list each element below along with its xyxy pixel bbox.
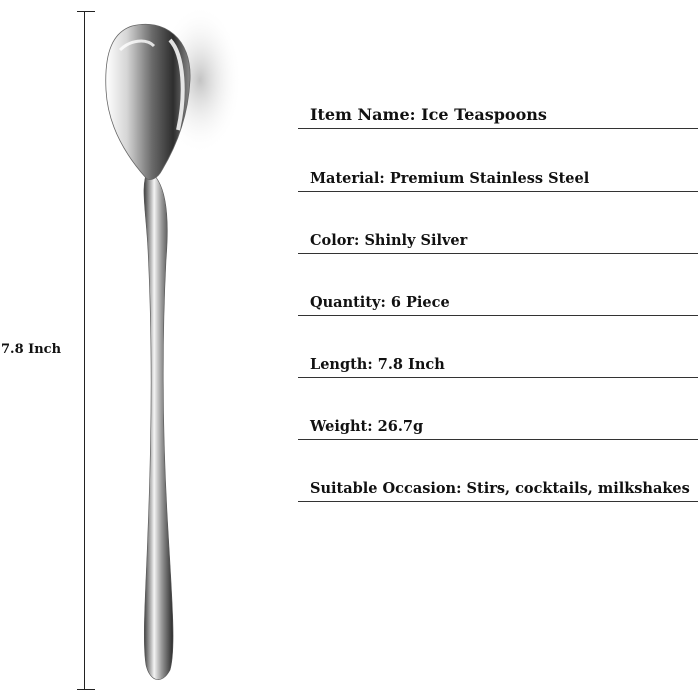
length-dimension-line	[84, 11, 85, 689]
spec-item-name	[298, 98, 698, 129]
spec-value: 26.7g	[377, 418, 424, 435]
spec-weight	[298, 409, 698, 440]
spec-label: Suitable Occasion:	[310, 480, 462, 497]
spec-quantity	[298, 285, 698, 316]
spec-label: Length:	[310, 356, 373, 373]
spec-value: Ice Teaspoons	[421, 105, 547, 124]
spec-value: 6 Piece	[390, 294, 450, 311]
spec-suitable-occasion	[298, 471, 698, 502]
spec-label: Weight:	[310, 418, 373, 435]
spoon-image	[90, 10, 240, 690]
spec-value: Shinly Silver	[364, 232, 468, 249]
spec-label: Color:	[310, 232, 360, 249]
spec-value: Stirs, cocktails, milkshakes	[466, 480, 690, 497]
length-dimension-label: 7.8 Inch	[1, 342, 62, 357]
spec-length	[298, 347, 698, 378]
spec-material	[298, 161, 698, 192]
spec-label: Item Name:	[310, 105, 416, 124]
spec-value: Premium Stainless Steel	[389, 170, 590, 187]
spec-label: Quantity:	[310, 294, 386, 311]
spec-color	[298, 223, 698, 254]
spec-value: 7.8 Inch	[377, 356, 445, 373]
spec-label: Material:	[310, 170, 385, 187]
